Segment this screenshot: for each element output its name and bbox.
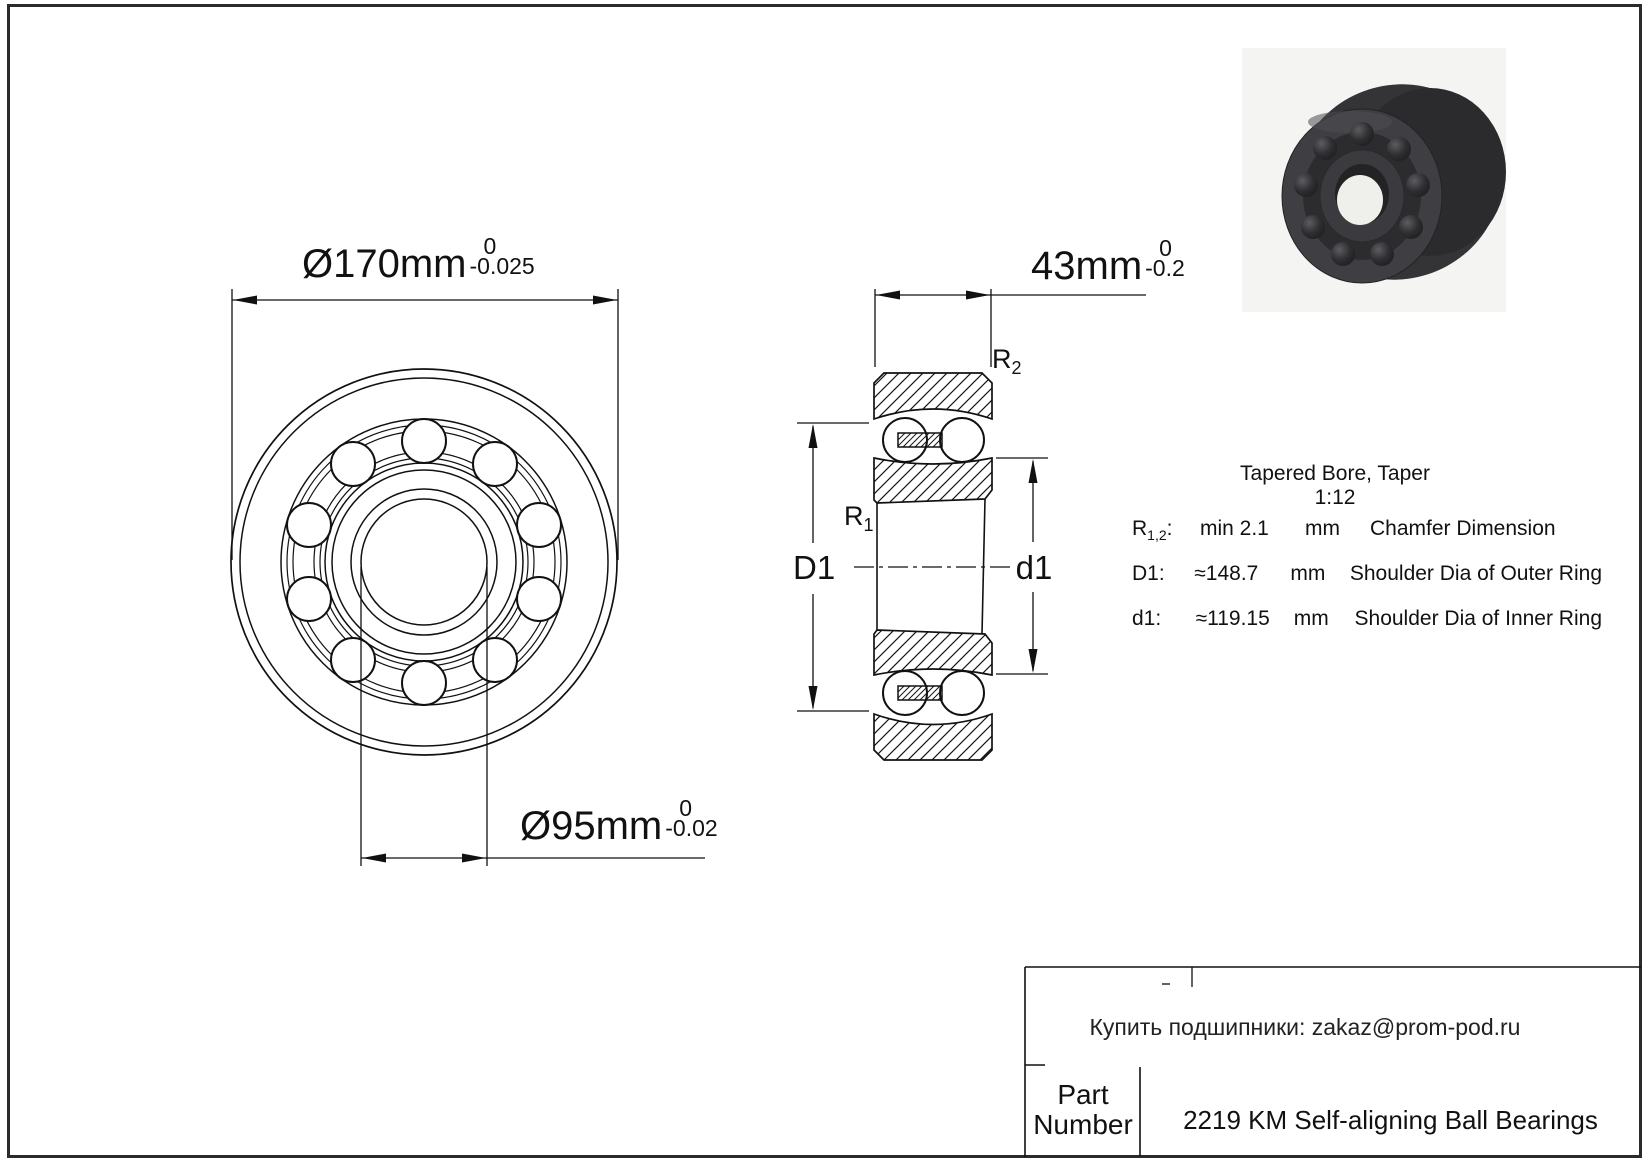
width-dimension-tolerance: 0 -0.2 xyxy=(1145,235,1185,281)
front-view-balls xyxy=(287,419,561,705)
spec-row-chamfer xyxy=(1132,516,1602,548)
inner-shoulder-label: d1 xyxy=(1015,549,1053,586)
outer-shoulder-label: D1 xyxy=(793,549,836,586)
part-number-value: 2219 KM Self-aligning Ball Bearings xyxy=(1183,1105,1598,1135)
spec-param: $R_{1,2}$: xyxy=(1132,517,1173,543)
front-view-drawing xyxy=(231,369,617,755)
bore-diameter-tolerance: 0 -0.02 xyxy=(665,795,718,841)
contact-email-line: Купить подшипники: zakaz@prom-pod.ru xyxy=(1089,1014,1521,1040)
outer-diameter-value: Ø170mm xyxy=(302,242,467,286)
spec-row-outer-shoulder xyxy=(1132,561,1602,593)
spec-value: min 2.1 xyxy=(1200,517,1269,540)
outer-diameter-dimension xyxy=(302,233,535,286)
spec-value: ≈148.7 xyxy=(1194,562,1259,585)
outer-diameter-tolerance: 0 -0.025 xyxy=(469,233,535,279)
spec-row-inner-shoulder xyxy=(1132,606,1602,638)
spec-description: Shoulder Dia of Inner Ring xyxy=(1354,607,1602,630)
spec-unit: mm xyxy=(1290,562,1326,585)
spec-param: d1: xyxy=(1132,607,1162,630)
bore-diameter-value: Ø95mm xyxy=(520,804,663,848)
width-dimension-value: 43mm xyxy=(1031,244,1143,288)
chamfer-r1-label: $R_1$ xyxy=(844,501,874,535)
spec-description: Chamfer Dimension xyxy=(1370,517,1556,540)
spec-unit: mm xyxy=(1305,517,1340,540)
bore-diameter-dimension xyxy=(520,795,718,848)
spec-value: ≈119.15 xyxy=(1195,607,1270,630)
spec-panel-title: Tapered Bore, Taper 1:12 xyxy=(1240,462,1430,509)
section-view-drawing xyxy=(854,373,1010,760)
bearing-photo xyxy=(1242,48,1527,312)
spec-unit: mm xyxy=(1293,607,1329,630)
width-dimension xyxy=(1031,235,1185,288)
spec-param: D1: xyxy=(1132,562,1165,585)
part-number-label: Part Number xyxy=(1033,1079,1133,1140)
chamfer-r2-label: $R_2$ xyxy=(992,344,1022,378)
spec-description: Shoulder Dia of Outer Ring xyxy=(1349,562,1602,585)
